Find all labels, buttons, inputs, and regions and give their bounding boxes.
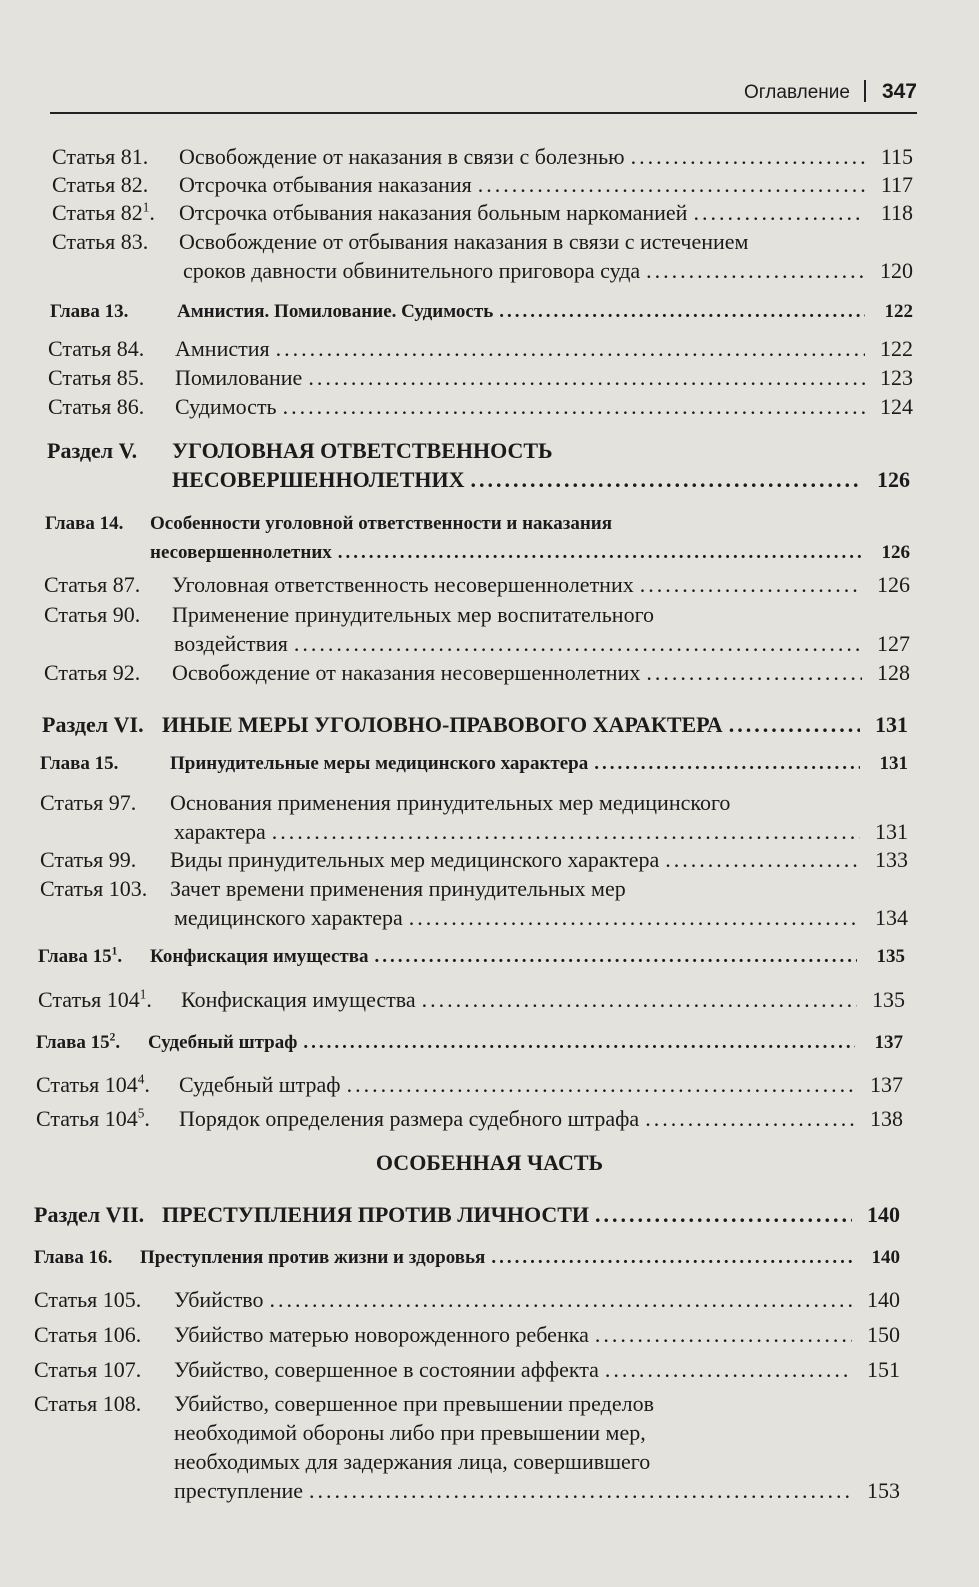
toc-entry[interactable] (52, 196, 913, 226)
toc-entry-title: Порядок определения размера судебного штрафа (179, 1106, 640, 1131)
toc-entry-page: 115 (880, 144, 913, 169)
toc-entry-label: Статья 108. (34, 1391, 142, 1416)
toc-entry-label: Глава 15. (40, 753, 119, 774)
toc-entry[interactable] (48, 390, 913, 420)
toc-entry-page: 117 (880, 172, 913, 197)
leader-dots (294, 631, 862, 657)
toc-entry-page: 133 (875, 847, 908, 872)
toc-entry-title-line: сроков давности обвинительного приговора суда (183, 258, 641, 283)
toc-entry-title: Убийство (174, 1287, 264, 1312)
toc-entry-label: Статья 105. (34, 1287, 142, 1312)
leader-dots (499, 301, 865, 323)
toc-entry[interactable] (40, 843, 908, 873)
leader-dots (631, 144, 865, 170)
toc-entry-title-line: преступление (174, 1478, 304, 1503)
leader-dots (640, 572, 862, 598)
toc-entry[interactable] (52, 168, 913, 198)
toc-entry-label: Статья 99. (40, 847, 137, 872)
toc-entry-label: Статья $82^1$. (52, 199, 155, 225)
leader-dots (646, 660, 862, 686)
toc-entry-title-line: воздействия (174, 631, 288, 656)
toc-entry-title: Зачет времени применения принудительных мер (170, 876, 626, 901)
toc-entry-label: Статья 83. (52, 229, 149, 254)
toc-entry[interactable] (44, 598, 910, 628)
toc-entry-title-line: несовершеннолетних (150, 542, 332, 563)
toc-entry-page: 140 (867, 1287, 900, 1312)
toc-entry-page: 122 (884, 301, 913, 322)
leader-dots (338, 542, 862, 564)
toc-entry-title: Судебный штраф (179, 1072, 341, 1097)
leader-dots (645, 1106, 855, 1132)
toc-entry[interactable] (52, 140, 913, 170)
toc-entry-page: 131 (879, 753, 908, 774)
part-heading: ОСОБЕННАЯ ЧАСТЬ (375, 1150, 604, 1175)
toc-entry-label: Статья $104^1$. (38, 986, 152, 1012)
leader-dots (309, 1478, 852, 1504)
toc-entry-title: Конфискация имущества (181, 987, 416, 1012)
toc-entry-title-line: характера (174, 819, 266, 844)
leader-dots (375, 946, 857, 968)
toc-entry-page: 122 (880, 336, 913, 361)
toc-entry-title: Отсрочка отбывания наказания больным наркоманией (179, 200, 688, 225)
toc-entry-title: Помилование (175, 365, 303, 390)
toc-entry-page: 118 (880, 200, 913, 225)
toc-entry-label: Глава 13. (50, 301, 129, 322)
toc-entry-title: Освобождение от отбывания наказания в связи с истечением (179, 229, 749, 254)
leader-dots (693, 200, 865, 226)
toc-entry[interactable] (44, 656, 910, 686)
toc-entry[interactable] (47, 434, 910, 464)
running-head-title: Оглавление (744, 82, 850, 103)
toc-entry-label: Статья 107. (34, 1357, 142, 1382)
toc-entry-title: ИНЫЕ МЕРЫ УГОЛОВНО-ПРАВОВОГО ХАРАКТЕРА (162, 712, 723, 737)
toc-entry-label: Статья 106. (34, 1322, 142, 1347)
toc-entry[interactable] (36, 1028, 903, 1054)
leader-dots (665, 847, 860, 873)
toc-entry[interactable] (50, 297, 913, 323)
toc-entry-title: Отсрочка отбывания наказания (179, 172, 472, 197)
toc-entry-title: Применение принудительных мер воспитательного (172, 602, 655, 627)
toc-entry-title-line: медицинского характера (174, 905, 403, 930)
leader-dots (422, 987, 857, 1013)
toc-entry-title: Убийство, совершенное в состоянии аффекта (174, 1357, 599, 1382)
toc-entry-page: 124 (880, 394, 913, 419)
toc-entry-title: Судимость (175, 394, 277, 419)
toc-entry-title: Освобождение от наказания в связи с болезнью (179, 144, 625, 169)
toc-entry[interactable] (38, 983, 905, 1013)
leader-dots (478, 172, 865, 198)
toc-entry-label: Глава 14. (45, 513, 124, 534)
toc-entry-page: 127 (877, 631, 910, 656)
leader-dots (491, 1247, 852, 1269)
toc-entry-title: Принудительные меры медицинского характера (170, 753, 589, 774)
toc-entry-label: Раздел VI. (42, 712, 144, 737)
toc-entry-page: 126 (881, 542, 910, 563)
toc-entry-title: Преступления против жизни и здоровья (140, 1247, 486, 1268)
toc-entry-label: Глава 16. (34, 1247, 113, 1268)
toc-entry[interactable] (34, 1198, 900, 1228)
toc-entry-page: 137 (870, 1072, 903, 1097)
toc-entry-label: Статья 81. (52, 144, 149, 169)
toc-entry-page: 134 (875, 905, 908, 930)
toc-entry[interactable] (48, 361, 913, 391)
toc-entry[interactable] (34, 1318, 900, 1348)
leader-dots (276, 336, 865, 362)
leader-dots (595, 1322, 852, 1348)
toc-entry-label: Статья 86. (48, 394, 145, 419)
toc-entry-continuation (174, 1416, 900, 1446)
leader-dots (272, 819, 860, 845)
toc-entry-title: Особенности уголовной ответственности и наказания (150, 513, 613, 534)
toc-entry-label: Глава $15^1$. (38, 945, 123, 967)
toc-entry-title: ПРЕСТУПЛЕНИЯ ПРОТИВ ЛИЧНОСТИ (162, 1202, 590, 1227)
toc-entry[interactable] (34, 1243, 900, 1269)
page-number: 347 (881, 80, 917, 103)
toc-entry[interactable] (38, 942, 905, 968)
leader-dots (303, 1032, 855, 1054)
toc-entry-title: Убийство матерью новорожденного ребенка (174, 1322, 589, 1347)
toc-entry-label: Статья 92. (44, 660, 141, 685)
toc-entry-title: УГОЛОВНАЯ ОТВЕТСТВЕННОСТЬ (172, 438, 553, 463)
toc-entry-label: Раздел VII. (34, 1202, 145, 1227)
toc-entry-continuation (174, 1474, 900, 1504)
toc-entry[interactable] (34, 1353, 900, 1383)
toc-entry-continuation (174, 1445, 900, 1475)
leader-dots (308, 365, 865, 391)
toc-entry-title: Уголовная ответственность несовершеннолетних (172, 572, 634, 597)
leader-dots (729, 712, 860, 738)
toc-entry-page: 126 (877, 467, 910, 492)
toc-entry-title-line: НЕСОВЕРШЕННОЛЕТНИХ (172, 467, 465, 492)
toc-entry[interactable] (34, 1387, 900, 1417)
toc-entry-label: Статья $104^5$. (36, 1105, 150, 1131)
leader-dots (270, 1287, 852, 1313)
toc-entry-page: 151 (867, 1357, 900, 1382)
toc-entry-page: 126 (877, 572, 910, 597)
toc-entry-page: 153 (867, 1478, 900, 1503)
toc-entry-label: Статья 85. (48, 365, 145, 390)
toc-entry[interactable] (52, 225, 913, 255)
toc-entry-page: 131 (875, 819, 908, 844)
toc-entry-title: Амнистия (175, 336, 270, 361)
running-head-separator (864, 80, 866, 102)
toc-entry[interactable] (36, 1102, 903, 1132)
toc-entry-title: Виды принудительных мер медицинского характера (170, 847, 660, 872)
toc-entry-label: Глава $15^2$. (36, 1031, 121, 1053)
toc-entry-page: 120 (880, 258, 913, 283)
toc-entry-label: Статья 87. (44, 572, 141, 597)
toc-entry[interactable] (40, 749, 908, 775)
toc-entry[interactable] (48, 332, 913, 362)
toc-entry-page: 128 (877, 660, 910, 685)
toc-entry-title: Конфискация имущества (150, 946, 369, 967)
toc-entry-page: 135 (872, 987, 905, 1012)
toc-entry-page: 138 (870, 1106, 903, 1131)
leader-dots (409, 905, 860, 931)
running-head (0, 80, 917, 104)
toc-entry-label: Статья 97. (40, 790, 137, 815)
toc-entry-page: 137 (874, 1032, 903, 1053)
toc-entry-continuation (183, 254, 913, 284)
leader-dots (595, 1202, 852, 1228)
toc-entry-title-line: необходимой обороны либо при превышении мер, (174, 1420, 646, 1445)
toc-entry[interactable] (36, 1068, 903, 1098)
leader-dots (283, 394, 865, 420)
toc-entry[interactable] (40, 786, 908, 816)
toc-entry-continuation (174, 627, 910, 657)
toc-entry[interactable] (34, 1283, 900, 1313)
toc-entry-label: Статья $104^4$. (36, 1071, 150, 1097)
toc-entry[interactable] (42, 708, 908, 738)
toc-entry[interactable] (44, 568, 910, 598)
leader-dots (594, 753, 860, 775)
toc-entry-page: 140 (867, 1202, 900, 1227)
toc-entry-page: 123 (880, 365, 913, 390)
toc-entry-label: Статья 90. (44, 602, 141, 627)
toc-entry-continuation (172, 463, 910, 493)
toc-entry-title: Освобождение от наказания несовершеннолетних (172, 660, 641, 685)
toc-entry-page: 150 (867, 1322, 900, 1347)
toc-entry-title-line: необходимых для задержания лица, совершившего (174, 1449, 651, 1474)
toc-entry-title: Основания применения принудительных мер медицинского (170, 790, 731, 815)
toc-entry-title: Убийство, совершенное при превышении пределов (174, 1391, 654, 1416)
toc-entry-page: 135 (876, 946, 905, 967)
toc-entry-label: Статья 82. (52, 172, 149, 197)
toc-entry[interactable] (40, 872, 908, 902)
toc-entry-label: Статья 84. (48, 336, 145, 361)
toc-entry-page: 140 (871, 1247, 900, 1268)
leader-dots (471, 467, 863, 493)
toc-entry-continuation (174, 901, 908, 931)
header-rule (50, 112, 917, 114)
leader-dots (605, 1357, 852, 1383)
toc-entry-title: Судебный штраф (148, 1032, 298, 1053)
toc-entry-label: Раздел V. (47, 438, 138, 463)
leader-dots (347, 1072, 855, 1098)
toc-entry-page: 131 (875, 712, 908, 737)
toc-entry[interactable] (45, 509, 910, 535)
leader-dots (646, 258, 865, 284)
toc-entry-continuation (150, 538, 910, 564)
toc-entry-continuation (174, 815, 908, 845)
toc-entry-title: Амнистия. Помилование. Судимость (177, 301, 494, 322)
toc-entry-label: Статья 103. (40, 876, 148, 901)
